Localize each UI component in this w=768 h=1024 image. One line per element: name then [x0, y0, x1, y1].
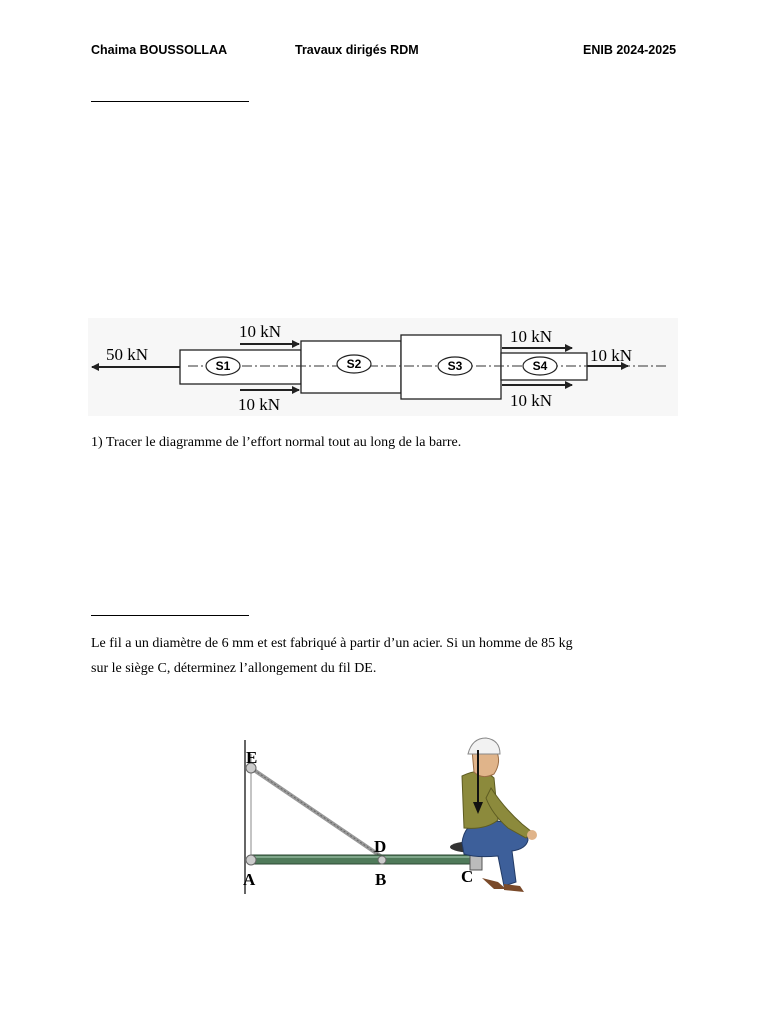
- header-author: Chaima BOUSSOLLAA: [91, 43, 228, 57]
- load-top-1-label: 10 kN: [239, 322, 282, 341]
- exercise2-statement-line1: Le fil a un diamètre de 6 mm et est fabriqué à partir d’un acier. Si un homme de 85 kg: [91, 636, 573, 651]
- load-top-2-label: 10 kN: [510, 327, 553, 346]
- load-left-label: 50 kN: [106, 345, 149, 364]
- header-school-year: ENIB 2024-2025: [583, 43, 677, 57]
- section-s1-label: S1: [215, 359, 231, 373]
- bar-figure: [88, 318, 678, 416]
- exercise1-title-rule: [91, 101, 249, 102]
- load-bottom-2-label: 10 kN: [510, 391, 553, 410]
- pin-a: [246, 855, 256, 865]
- exercise2-title-rule: [91, 615, 249, 616]
- point-c-label: C: [461, 867, 474, 886]
- point-a-label: A: [243, 870, 256, 889]
- wire-de: [251, 768, 382, 857]
- section-s3-label: S3: [447, 359, 463, 373]
- exercise2-statement-line2: sur le siège C, déterminez l’allongement du fil DE.: [91, 661, 377, 676]
- point-e-label: E: [246, 748, 258, 767]
- header-course: Travaux dirigés RDM: [295, 43, 419, 57]
- load-right-label: 10 kN: [590, 346, 633, 365]
- point-d-label: D: [374, 837, 387, 856]
- beam-wire-figure: [236, 736, 546, 898]
- pin-b: [378, 856, 386, 864]
- section-s4-label: S4: [532, 359, 548, 373]
- point-b-label: B: [375, 870, 387, 889]
- exercise1-question: 1) Tracer le diagramme de l’effort normal tout au long de la barre.: [91, 435, 462, 450]
- load-bottom-1-label: 10 kN: [238, 395, 281, 414]
- section-s2-label: S2: [346, 357, 362, 371]
